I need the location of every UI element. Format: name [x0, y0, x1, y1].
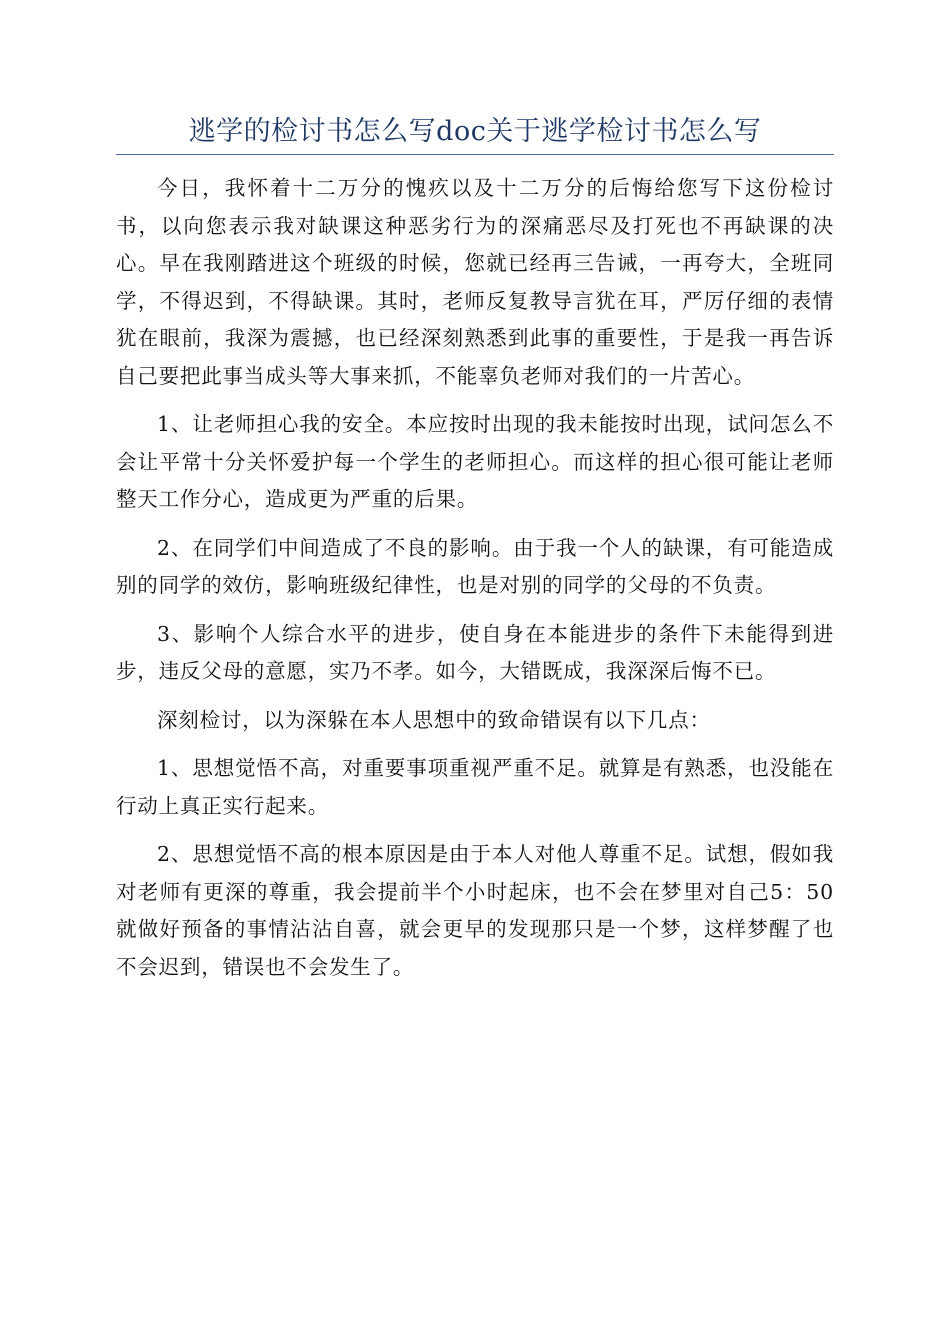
paragraph-intro: 今日，我怀着十二万分的愧疚以及十二万分的后悔给您写下这份检讨书，以向您表示我对缺课这种恶劣行为的深痛恶尽及打死也不再缺课的决心。早在我刚踏进这个班级的时候，您就已经再三告诫，一再夸大，全班同学，不得迟到，不得缺课。其时，老师反复教导言犹在耳，严厉仔细的表情犹在眼前，我深为震撼，也已经深刻熟悉到此事的重要性，于是我一再告诉自己要把此事当成头等大事来抓，不能辜负老师对我们的一片苦心。: [116, 176, 834, 388]
paragraph-reflection-heading: 深刻检讨，以为深躲在本人思想中的致命错误有以下几点：: [157, 707, 711, 732]
paragraph-reflection-1: 1、思想觉悟不高，对重要事项重视严重不足。就算是有熟悉，也没能在行动上真正实行起来。: [116, 756, 834, 818]
document-body: [116, 170, 834, 997]
paragraph-point-3: 3、影响个人综合水平的进步，使自身在本能进步的条件下未能得到进步，违反父母的意愿，实乃不孝。如今，大错既成，我深深后悔不已。: [116, 621, 834, 683]
paragraph-point-2: 2、在同学们中间造成了不良的影响。由于我一个人的缺课，有可能造成别的同学的效仿，影响班级纪律性，也是对别的同学的父母的不负责。: [116, 535, 834, 597]
paragraph-point-1: 1、让老师担心我的安全。本应按时出现的我未能按时出现，试问怎么不会让平常十分关怀爱护每一个学生的老师担心。而这样的担心很可能让老师整天工作分心，造成更为严重的后果。: [116, 412, 834, 511]
document-title: 逃学的检讨书怎么写doc关于逃学检讨书怎么写: [188, 116, 762, 147]
title-underline: [116, 154, 834, 155]
paragraph-reflection-2: 2、思想觉悟不高的根本原因是由于本人对他人尊重不足。试想，假如我对老师有更深的尊重，我会提前半个小时起床，也不会在梦里对自己5：50就做好预备的事情沾沾自喜，就会更早的发现那只是一个梦，这样梦醒了也不会迟到，错误也不会发生了。: [116, 842, 834, 979]
